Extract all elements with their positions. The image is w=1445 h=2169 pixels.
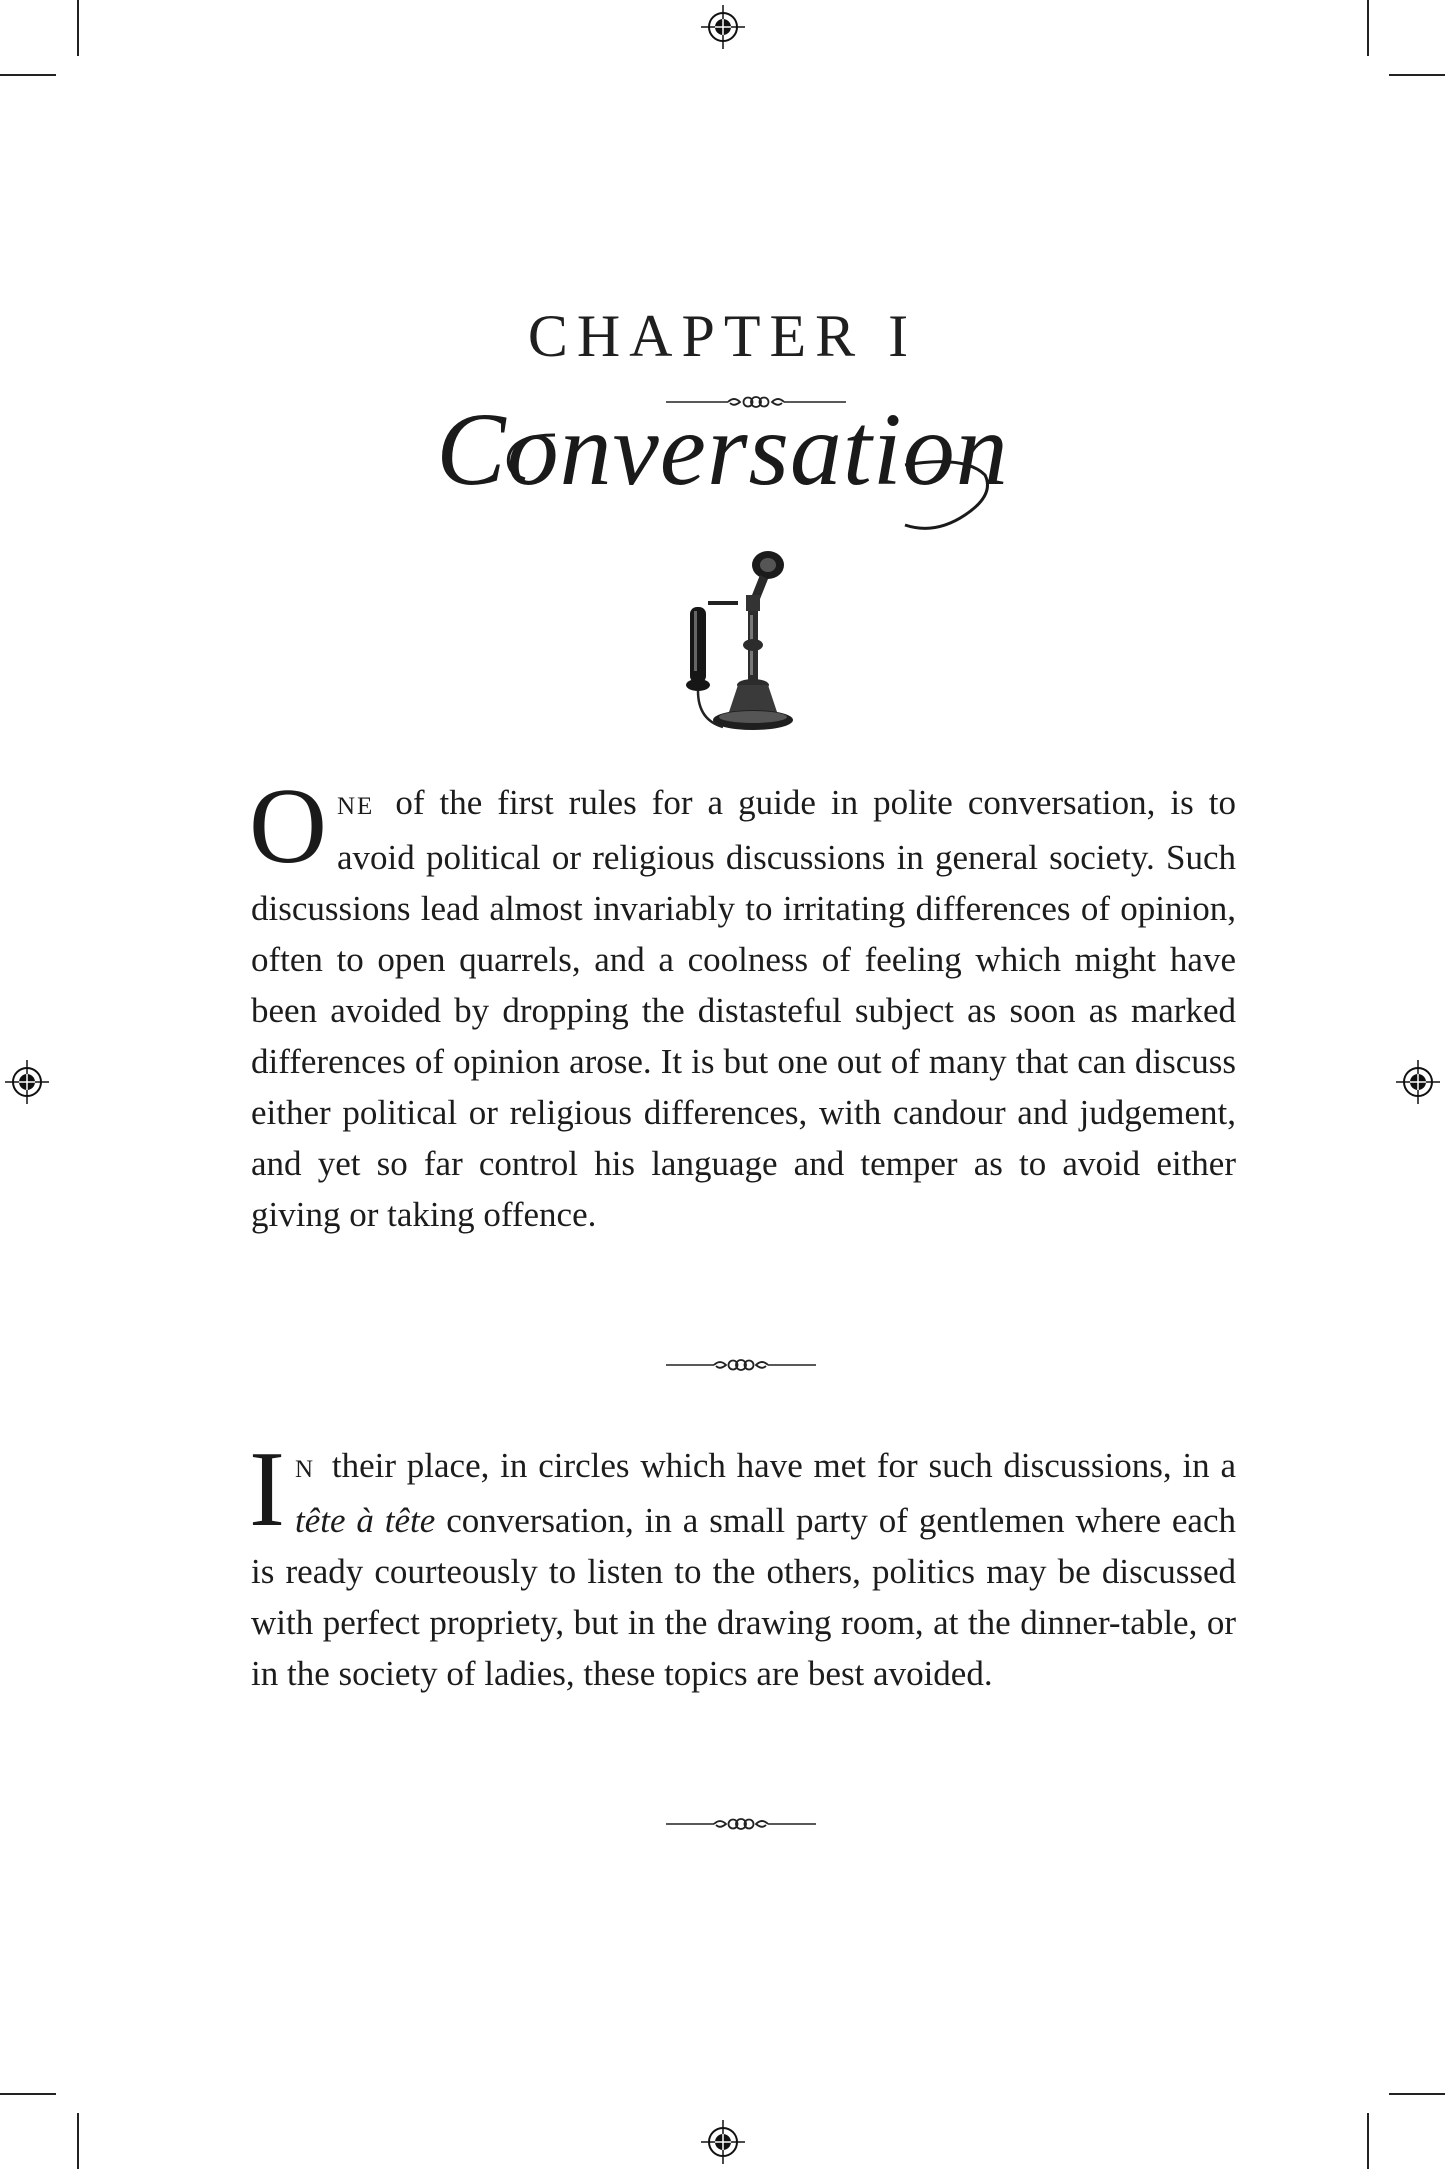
crop-mark <box>77 0 79 56</box>
chapter-title: Conversation <box>436 392 1009 507</box>
crop-mark <box>1367 0 1369 56</box>
small-caps-text: N <box>294 1456 316 1483</box>
paragraph-text: conversation, in a small party of gentlemen where each is ready courteously to listen to the others, politics may be discussed with perfect propriety, but in the drawing room, at the dinner-table, or in the society of ladies, these topics are best avoided. <box>251 1501 1236 1693</box>
crop-mark <box>1389 2093 1445 2095</box>
crop-mark <box>77 2113 79 2169</box>
scroll-divider-icon <box>666 1812 816 1836</box>
registration-mark-icon <box>1396 1060 1440 1104</box>
italic-phrase: tête à tête <box>294 1501 436 1540</box>
paragraph-2 <box>249 1430 1237 1699</box>
paragraph-1 <box>249 767 1236 1240</box>
paragraph-text: of the first rules for a guide in polite conversation, is to avoid political or religious discussions in general society. Such discussions lead almost invariably to irritating differences of opinion, often to open quarrels, and a coolness of feeling which might have been avoided by dropping the distasteful subject as soon as marked differences of opinion arose. It is but one out of many that can discuss either political or religious differences, with candour and judgement, and yet so far control his language and temper as to avoid either giving or taking offence. <box>251 783 1236 1234</box>
registration-mark-icon <box>701 2120 745 2164</box>
chapter-heading: CHAPTER I <box>527 303 918 369</box>
drop-cap: I <box>249 1430 285 1549</box>
candlestick-telephone-icon <box>668 545 798 745</box>
paragraph-text: their place, in circles which have met for such discussions, in a <box>331 1446 1237 1485</box>
crop-mark <box>1367 2113 1369 2169</box>
crop-mark <box>1389 74 1445 76</box>
registration-mark-icon <box>701 5 745 49</box>
small-caps-text: NE <box>337 793 375 820</box>
crop-mark <box>0 2093 56 2095</box>
scroll-divider-icon <box>666 1353 816 1377</box>
crop-mark <box>0 74 56 76</box>
drop-cap: O <box>249 767 327 886</box>
registration-mark-icon <box>5 1060 49 1104</box>
